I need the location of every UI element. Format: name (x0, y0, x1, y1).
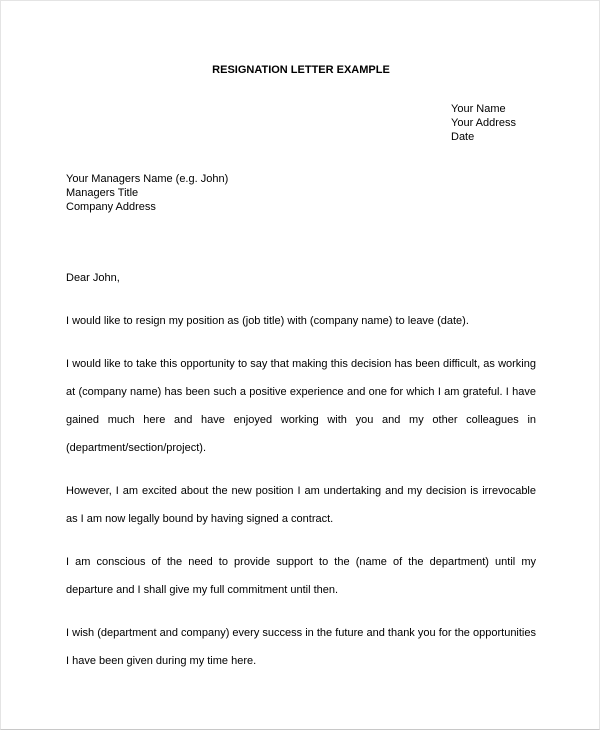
sender-date: Date (451, 131, 475, 143)
paragraph-decision-final: However, I am excited about the new position I am undertaking and my decision is irrevocable as I am now legally bound by having signed a contract. (66, 485, 536, 525)
sender-block (451, 102, 536, 144)
recipient-manager-title: Managers Title (66, 187, 139, 199)
paragraph-transition-support: I am conscious of the need to provide support to the (name of the department) until my departure and I shall give my full commitment until then. (66, 556, 536, 596)
document-title: RESIGNATION LETTER EXAMPLE (212, 64, 390, 76)
sender-name: Your Name (451, 103, 506, 115)
paragraph-gratitude: I would like to take this opportunity to say that making this decision has been difficult, as working at (company name) has been such a positive experience and one for which I am grateful. I have gained much here and have enjoyed working with you and my other colleagues in (department/section/project). (66, 358, 536, 454)
paragraph-well-wishes: I wish (department and company) every success in the future and thank you for the opportunities I have been given during my time here. (66, 627, 536, 667)
page-content (1, 1, 599, 675)
paragraph-resignation-statement: I would like to resign my position as (job title) with (company name) to leave (date). (66, 315, 469, 327)
letter-body (66, 264, 536, 675)
salutation: Dear John, (66, 272, 120, 284)
recipient-manager-name: Your Managers Name (e.g. John) (66, 173, 229, 185)
recipient-block (66, 172, 536, 214)
sender-address: Your Address (451, 117, 517, 129)
recipient-company-address: Company Address (66, 201, 156, 213)
